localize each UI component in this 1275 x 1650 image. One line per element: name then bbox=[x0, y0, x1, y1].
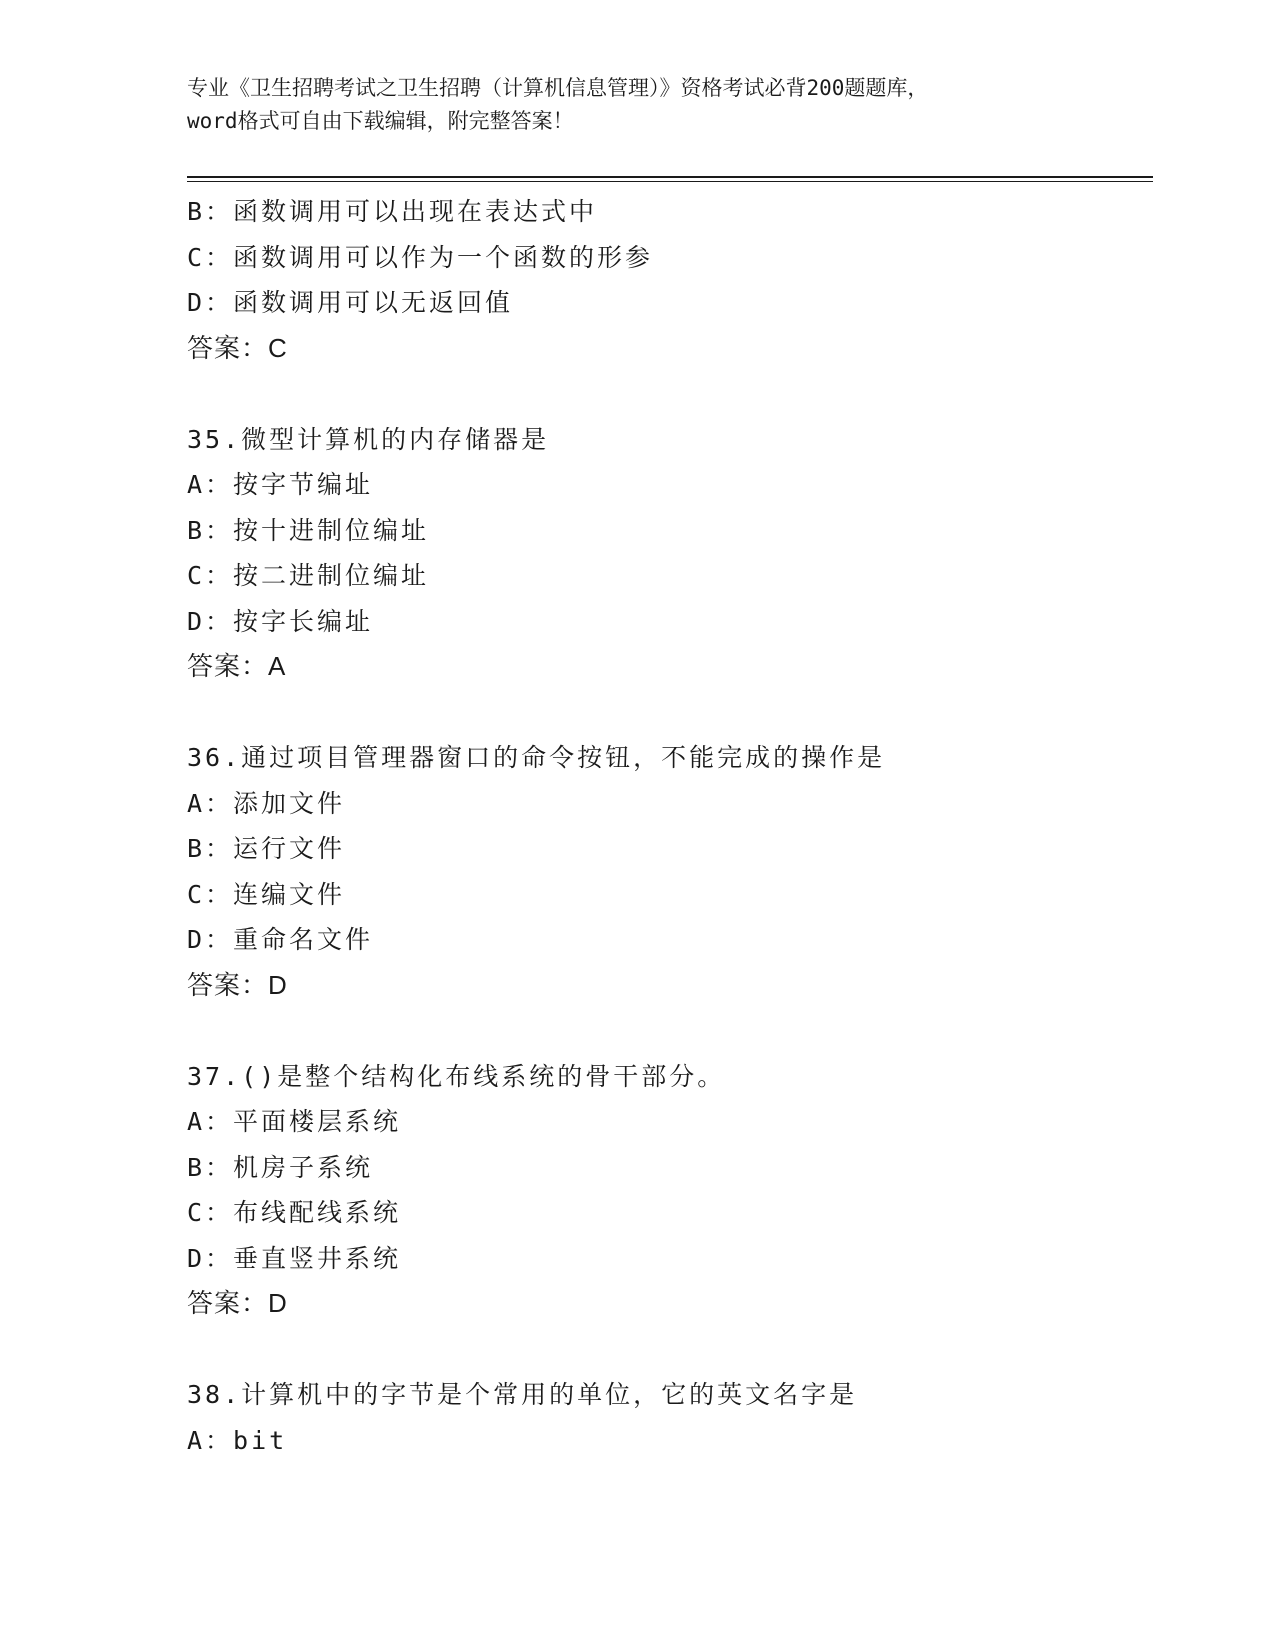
option-c: C：连编文件 bbox=[187, 879, 346, 909]
question-block-36 bbox=[187, 735, 1153, 1008]
question-block-37 bbox=[187, 1054, 1153, 1327]
answer-line: 答案：D bbox=[187, 1288, 288, 1318]
question-text: 38.计算机中的字节是个常用的单位，它的英文名字是 bbox=[187, 1380, 858, 1409]
option-d: D：垂直竖井系统 bbox=[187, 1243, 402, 1273]
header-line-1: 专业《卫生招聘考试之卫生招聘（计算机信息管理）》资格考试必背200题题库， bbox=[187, 76, 929, 100]
spacer bbox=[187, 690, 1153, 736]
option-c: C：布线配线系统 bbox=[187, 1198, 402, 1227]
question-text: 36.通过项目管理器窗口的命令按钮，不能完成的操作是 bbox=[187, 743, 886, 772]
answer-line: 答案：A bbox=[187, 651, 287, 681]
question-text: 35.微型计算机的内存储器是 bbox=[187, 424, 550, 454]
answer-line: 答案：D bbox=[187, 969, 288, 1000]
option-b: B：运行文件 bbox=[187, 834, 346, 863]
spacer bbox=[187, 1008, 1153, 1054]
option-a: A：添加文件 bbox=[187, 788, 346, 818]
option-d: D：重命名文件 bbox=[187, 925, 374, 954]
option-c: C：函数调用可以作为一个函数的形参 bbox=[187, 242, 654, 272]
option-d: D：函数调用可以无返回值 bbox=[187, 288, 514, 317]
document-header bbox=[187, 72, 1087, 138]
header-divider-thick bbox=[187, 176, 1153, 178]
option-c: C：按二进制位编址 bbox=[187, 561, 430, 590]
option-b: B：机房子系统 bbox=[187, 1152, 374, 1182]
option-b: B：按十进制位编址 bbox=[187, 515, 430, 545]
question-block-34 bbox=[187, 189, 1153, 371]
spacer bbox=[187, 1327, 1153, 1373]
question-text: 37.()是整个结构化布线系统的骨干部分。 bbox=[187, 1061, 726, 1091]
option-a: A：按字节编址 bbox=[187, 470, 374, 499]
header-divider-thin bbox=[187, 181, 1153, 182]
question-block-35 bbox=[187, 417, 1153, 690]
answer-line: 答案：C bbox=[187, 332, 288, 363]
question-block-38 bbox=[187, 1372, 1153, 1463]
option-d: D：按字长编址 bbox=[187, 606, 374, 636]
option-b: B：函数调用可以出现在表达式中 bbox=[187, 197, 598, 226]
option-a: A：平面楼层系统 bbox=[187, 1107, 402, 1136]
spacer bbox=[187, 371, 1153, 417]
question-content bbox=[187, 189, 1153, 1463]
header-line-2: word格式可自由下载编辑，附完整答案！ bbox=[187, 109, 574, 133]
option-a: A：bit bbox=[187, 1425, 288, 1455]
